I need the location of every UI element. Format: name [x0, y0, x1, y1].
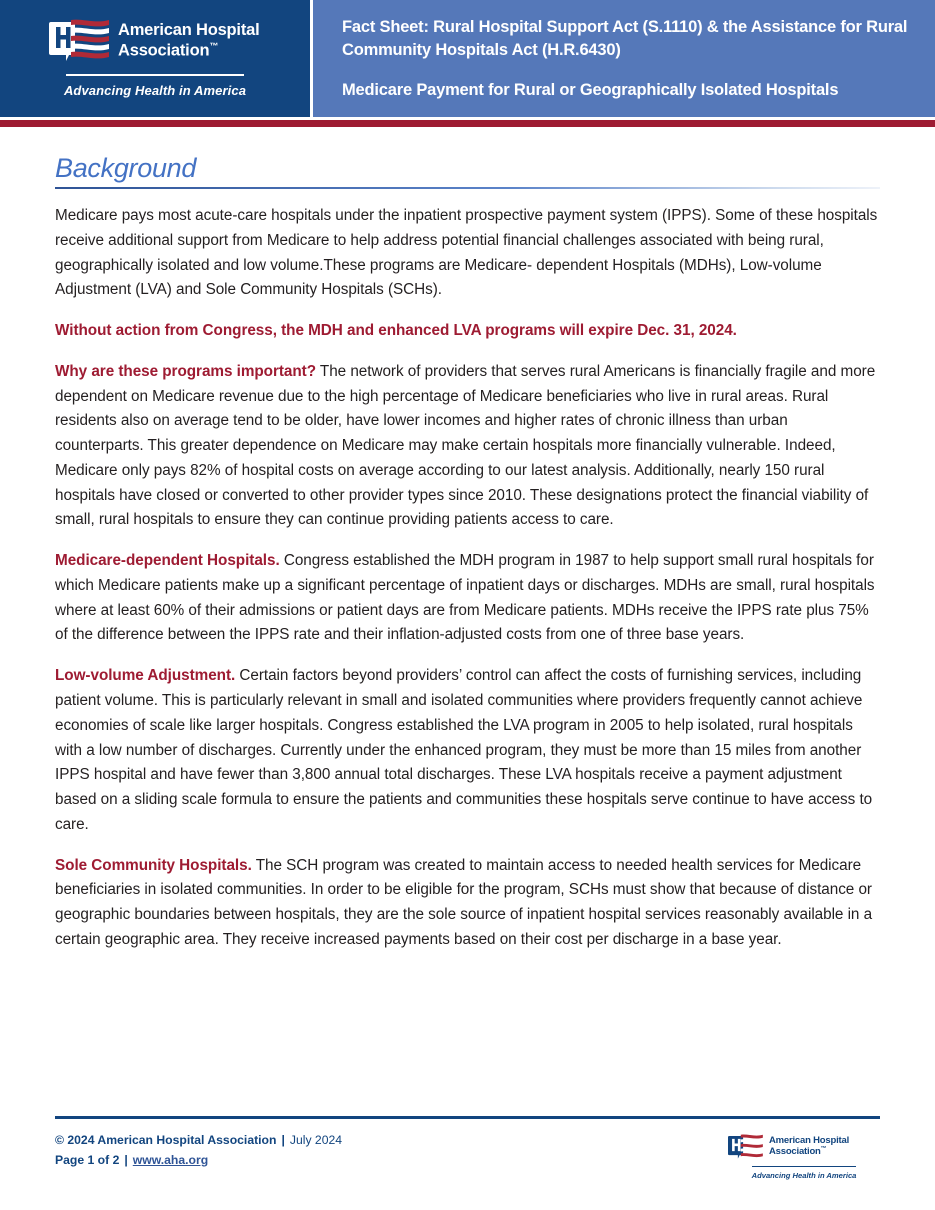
- page-title: Background: [55, 153, 197, 183]
- header-red-rule: [0, 120, 935, 127]
- trademark-symbol: ™: [820, 1146, 827, 1153]
- footer-aha-name-line1: American Hospital: [769, 1134, 850, 1146]
- block-lead-label: Why are these programs important?: [55, 362, 316, 380]
- fact-sheet-title: Fact Sheet: Rural Hospital Support Act (S.1110) & the Assistance for Rural Community Hospitals Act (H.R.6430): [342, 17, 908, 60]
- footer-divider: [55, 1116, 880, 1119]
- footer-meta: [55, 1131, 342, 1170]
- expiration-alert: Without action from Congress, the MDH and enhanced LVA programs will expire Dec. 31, 2024.: [55, 322, 737, 340]
- footer-date: July 2024: [289, 1133, 343, 1147]
- aha-logo-divider: [66, 74, 244, 76]
- document-body: [0, 153, 935, 953]
- page-header: [0, 0, 935, 117]
- block-body-text: The network of providers that serves rural Americans is financially fragile and more dependent on Medicare revenue due to the high percentage of Medicare beneficiaries who live in rural areas. Rural residents also on average tend to be older, have lower incomes and higher rates of chronic illness than urban counterparts. This greater dependence on Medicare may make certain hospitals more financially vulnerable. Indeed, Medicare only pays 82% of hospital costs on average according to our latest analysis. Additionally, nearly 150 rural hospitals have closed or converted to other provider types since 2010. These designations protect the financial viability of small, rural hospitals to ensure they can continue providing patients access to care.: [55, 362, 876, 529]
- block-medicare-dependent-hospitals: [55, 549, 880, 648]
- aha-logo-top: [49, 17, 261, 65]
- intro-paragraph: Medicare pays most acute-care hospitals under the inpatient prospective payment system (IPPS). Some of these hospitals receive additional support from Medicare to help address potential financial challenges associated with being rural, geographically isolated and low volume.These programs are Medicare- dependent Hospitals (MDHs), Low-volume Adjustment (LVA) and Sole Community Hospitals (SCHs).: [55, 207, 878, 299]
- footer-website-link[interactable]: www.aha.org: [132, 1152, 209, 1167]
- aha-logo-name-line1: American Hospital: [118, 21, 260, 40]
- aha-logo: [49, 17, 261, 98]
- block-body-text: Congress established the MDH program in 1987 to help support small rural hospitals for which Medicare patients make up a significant percentage of inpatient days or discharges. MDHs are small, rural hospitals where at least 60% of their admissions or patient days are from Medicare patients. MDHs receive the IPPS rate plus 75% of the difference between the IPPS rate and their inflation-adjusted costs from one of three base years.: [55, 552, 875, 644]
- block-sole-community-hospitals: [55, 854, 880, 953]
- footer-aha-wordmark: [769, 1136, 849, 1159]
- aha-flag-h-logo-icon: [728, 1133, 764, 1161]
- footer-separator: |: [281, 1133, 285, 1147]
- footer-page-line: [55, 1151, 342, 1171]
- block-lead-label: Low-volume Adjustment.: [55, 667, 236, 685]
- footer-aha-tagline: Advancing Health in America: [751, 1171, 857, 1180]
- fact-sheet-subtitle: Medicare Payment for Rural or Geographically Isolated Hospitals: [342, 80, 839, 99]
- footer-aha-name-line2: Association™: [769, 1146, 827, 1158]
- aha-flag-h-logo-icon: [49, 17, 111, 65]
- footer-separator: |: [124, 1152, 128, 1167]
- aha-logo-name-line2: Association™: [118, 40, 219, 60]
- aha-logo-tagline: Advancing Health in America: [63, 83, 247, 98]
- footer-copyright: © 2024 American Hospital Association: [55, 1133, 277, 1147]
- block-body-text: Certain factors beyond providers’ control can affect the costs of furnishing services, including patient volume. This is particularly relevant in small and isolated communities where providers frequently cannot achieve economies of scale like larger hospitals. Congress established the LVA program in 2005 to help isolated, rural hospitals with a low number of discharges. Currently under the enhanced program, they must be more than 15 miles from another IPPS hospital and have fewer than 3,800 annual total discharges. These LVA hospitals receive a payment adjustment based on a sliding scale formula to ensure the patients and communities these hospitals serve continue to have access to care.: [55, 667, 873, 833]
- trademark-symbol: ™: [209, 40, 219, 51]
- block-lead-label: Medicare-dependent Hospitals.: [55, 552, 280, 570]
- footer-aha-logo-top: [728, 1133, 880, 1161]
- footer-content: [55, 1131, 880, 1210]
- block-why-important: [55, 360, 880, 533]
- section-heading-underline: [55, 187, 880, 189]
- block-low-volume-adjustment: [55, 664, 880, 837]
- header-title-panel: [310, 0, 935, 117]
- header-logo-panel: [0, 0, 310, 117]
- aha-logo-wordmark: [118, 21, 259, 60]
- footer-aha-logo: [728, 1133, 880, 1180]
- page-footer: [0, 1116, 935, 1210]
- block-lead-label: Sole Community Hospitals.: [55, 856, 252, 874]
- footer-page-number: Page 1 of 2: [55, 1152, 120, 1167]
- block-body-text: The SCH program was created to maintain access to needed health services for Medicare beneficiaries in isolated communities. In order to be eligible for the program, SCHs must show that because of distance or geographic boundaries between hospitals, they are the sole source of inpatient hospital services reasonably available in a certain geographic area. They receive increased payments based on their cost per discharge in a base year.: [55, 856, 873, 948]
- footer-aha-divider: [752, 1166, 856, 1167]
- footer-copyright-line: [55, 1131, 342, 1151]
